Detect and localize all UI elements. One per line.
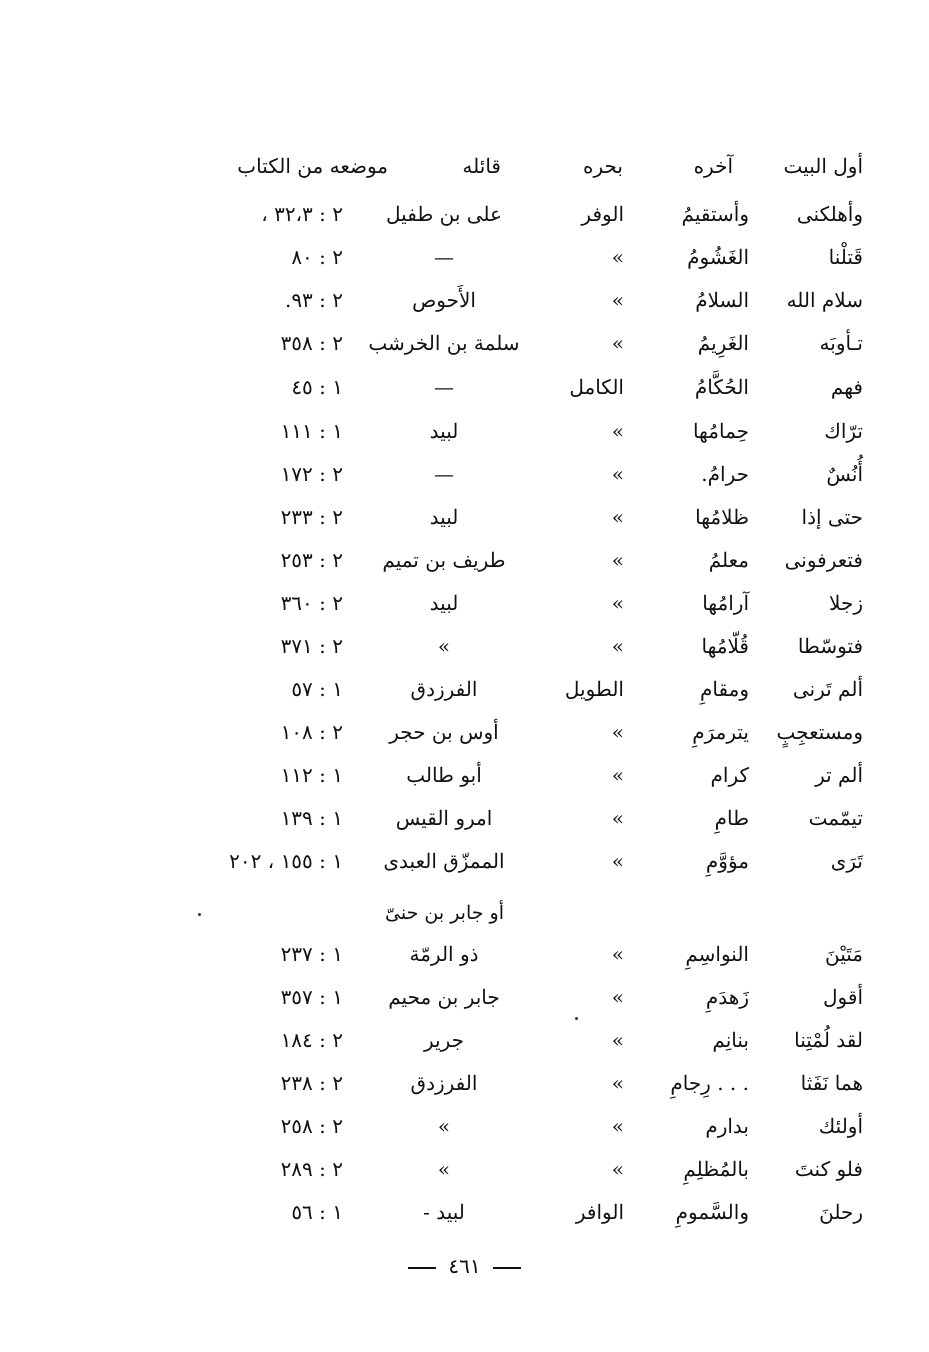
poet-alternative-note: أو جابر بن حنىّ	[385, 902, 504, 924]
header-meter: بحره	[583, 154, 623, 178]
verse-first-words: وأهلكنى	[796, 202, 863, 226]
verse-meter: »	[611, 548, 624, 572]
verse-meter: الوفر	[581, 202, 624, 226]
verse-meter: »	[611, 591, 624, 615]
verse-first-words: مَتَيْنَ	[824, 942, 863, 966]
book-location: ١ : ١١٢	[280, 763, 343, 787]
table-row	[0, 669, 929, 709]
verse-first-words: ألم تَرنى	[792, 677, 863, 701]
verse-poet: »	[437, 1157, 451, 1181]
table-row	[0, 411, 929, 451]
table-row	[0, 1192, 929, 1232]
table-row	[0, 712, 929, 752]
table-header	[0, 146, 929, 186]
verse-last-word: السلامُ	[695, 288, 749, 312]
verse-first-words: فتعرفونى	[784, 548, 863, 572]
verse-first-words: لقد لُمْتِنا	[794, 1028, 863, 1052]
print-speck	[575, 1017, 578, 1020]
table-row	[0, 1020, 929, 1060]
verse-meter: »	[611, 419, 624, 443]
verse-meter: الكامل	[569, 375, 624, 399]
verse-first-words: فهم	[830, 375, 863, 399]
verse-poet: امرو القيس	[395, 806, 493, 830]
book-location: ٢ : ٢٥٨	[280, 1114, 343, 1138]
verse-meter: »	[611, 1157, 624, 1181]
verse-last-word: زَهدَمِ	[705, 985, 749, 1009]
verse-meter: »	[611, 462, 624, 486]
table-row	[0, 583, 929, 623]
verse-first-words: تـأوبَه	[819, 331, 863, 355]
verse-poet: —	[434, 375, 454, 399]
verse-poet: الممزّق العبدى	[383, 849, 505, 873]
verse-last-word: مؤوَّمِ	[705, 849, 749, 873]
verse-poet: —	[434, 245, 454, 269]
book-location: ٢ : ٢٥٣	[280, 548, 343, 572]
verse-last-word: ظلامُها	[695, 505, 749, 529]
book-location: ١ : ٣٥٧	[280, 985, 343, 1009]
verse-last-word: بالمُظلِمِ	[683, 1157, 749, 1181]
verse-meter: »	[611, 1071, 624, 1095]
book-location: ٢ : ١٨٤	[280, 1028, 343, 1052]
verse-poet: لبيد	[429, 505, 459, 529]
verse-meter: الطويل	[564, 677, 624, 701]
verse-poet: الفرزدق	[410, 1071, 478, 1095]
book-location: ١ : ٤٥	[291, 375, 343, 399]
book-location: ٢ : ٣٥٨	[280, 331, 343, 355]
verse-last-word: الغَشُومُ	[687, 245, 749, 269]
table-row	[0, 1106, 929, 1146]
verse-meter: »	[611, 634, 624, 658]
verse-last-word: الغَرِيمُ	[697, 331, 749, 355]
header-first-line: أول البيت	[783, 154, 863, 178]
verse-first-words: ألم تر	[815, 763, 863, 787]
verse-poet: الفرزدق	[410, 677, 478, 701]
table-row	[0, 454, 929, 494]
table-row	[0, 323, 929, 363]
page-number: ٤٦١	[448, 1254, 481, 1278]
verse-poet: لبيد	[429, 419, 459, 443]
verse-poet: أوس بن حجر	[389, 720, 499, 744]
verse-first-words: أقول	[823, 985, 863, 1009]
verse-first-words: ترّاك	[824, 419, 863, 443]
verse-first-words: أُنُسٌ	[826, 462, 863, 486]
book-location: ٢ : ٩٣.	[284, 288, 343, 312]
book-location: ٢ : ٣٦٠	[280, 591, 343, 615]
verse-poet: لبيد -	[423, 1200, 465, 1224]
verse-last-word: وأستقيمُ	[681, 202, 749, 226]
verse-meter: »	[611, 288, 624, 312]
verse-poet: على بن طفيل	[386, 202, 502, 226]
verse-last-word: بنانِم	[712, 1028, 749, 1052]
verse-last-word: ومقامِ	[700, 677, 749, 701]
book-location: ٢ : ٢٣٨	[280, 1071, 343, 1095]
verse-first-words: هما نَفَثا	[800, 1071, 863, 1095]
verse-last-word: النواسِمِ	[685, 942, 749, 966]
book-location: ١ : ١١١	[280, 419, 343, 443]
table-row	[0, 280, 929, 320]
table-row	[0, 194, 929, 234]
verse-first-words: ومستعجِبٍ	[776, 720, 863, 744]
table-row	[0, 841, 929, 881]
verse-meter: »	[611, 245, 624, 269]
verse-meter: »	[611, 1028, 624, 1052]
verse-last-word: يترمرَمِ	[692, 720, 749, 744]
verse-meter: »	[611, 1114, 624, 1138]
verse-poet: جابر بن محيم	[388, 985, 500, 1009]
header-poet: قائله	[462, 154, 501, 178]
book-location: ١ : ٥٦	[291, 1200, 343, 1224]
verse-last-word: طامِ	[714, 806, 749, 830]
header-last-word: آخره	[693, 154, 733, 178]
book-location: ١ : ٢٣٧	[280, 942, 343, 966]
verse-first-words: فتوسّطا	[797, 634, 863, 658]
verse-poet: سلمة بن الخرشب	[368, 331, 520, 355]
table-row	[0, 540, 929, 580]
verse-first-words: رحلنَ	[819, 1200, 863, 1224]
verse-meter: الوافر	[575, 1200, 624, 1224]
print-speck	[198, 913, 201, 916]
verse-meter: »	[611, 806, 624, 830]
verse-poet: لبيد	[429, 591, 459, 615]
footer-dash-right	[493, 1267, 521, 1269]
table-row	[0, 497, 929, 537]
book-location: ٢ : ٣٧١	[280, 634, 343, 658]
verse-last-word: حِمامُها	[692, 419, 749, 443]
verse-last-word: قُلّامُها	[701, 634, 749, 658]
verse-poet: —	[434, 462, 454, 486]
verse-poet: الأَحوص	[412, 288, 476, 312]
table-row	[0, 1149, 929, 1189]
verse-last-word: الحُكَّامُ	[694, 375, 749, 399]
book-location: ١ : ١٥٥ ، ٢٠٢	[229, 849, 343, 873]
verse-first-words: سلام الله	[786, 288, 863, 312]
verse-last-word: بدارم	[705, 1114, 749, 1138]
verse-first-words: حتى إذا	[801, 505, 863, 529]
page-footer	[0, 1248, 929, 1284]
verse-last-word: . . . رِجامِ	[670, 1071, 749, 1095]
book-location: ٢ : ١٠٨	[280, 720, 343, 744]
verse-first-words: قَتلْنا	[828, 245, 863, 269]
verse-poet: »	[437, 634, 451, 658]
footer-dash-left	[408, 1267, 436, 1269]
table-row	[0, 977, 929, 1017]
verse-first-words: فلو كنتَ	[794, 1157, 863, 1181]
table-row	[0, 1063, 929, 1103]
verse-poet: طريف بن تميم	[382, 548, 506, 572]
table-row	[0, 237, 929, 277]
header-location: موضعه من الكتاب	[237, 154, 388, 178]
verse-meter: »	[611, 720, 624, 744]
verse-poet: جرير	[424, 1028, 464, 1052]
book-location: ٢ : ١٧٢	[280, 462, 343, 486]
table-row	[0, 755, 929, 795]
verse-meter: »	[611, 942, 624, 966]
verse-first-words: أولئك	[818, 1114, 863, 1138]
table-row	[0, 367, 929, 407]
table-row	[0, 798, 929, 838]
book-location: ٢ : ٣٢،٣ ،	[261, 202, 343, 226]
verse-last-word: معلمُ	[708, 548, 749, 572]
verse-poet: »	[437, 1114, 451, 1138]
book-location: ١ : ١٣٩	[280, 806, 343, 830]
verse-first-words: زجلا	[829, 591, 863, 615]
verse-meter: »	[611, 505, 624, 529]
verse-meter: »	[611, 849, 624, 873]
verse-first-words: تَرَى	[830, 849, 863, 873]
verse-poet: ذو الرمّة	[409, 942, 479, 966]
verse-last-word: كرام	[710, 763, 749, 787]
book-location: ٢ : ٨٠	[291, 245, 343, 269]
verse-meter: »	[611, 763, 624, 787]
verse-first-words: تيمّمت	[808, 806, 863, 830]
verse-poet: أبو طالب	[406, 763, 482, 787]
verse-meter: »	[611, 331, 624, 355]
book-location: ١ : ٥٧	[291, 677, 343, 701]
table-row	[0, 626, 929, 666]
verse-last-word: حرامُ.	[701, 462, 749, 486]
book-location: ٢ : ٢٣٣	[280, 505, 343, 529]
table-row	[0, 934, 929, 974]
verse-last-word: آرامُها	[702, 591, 749, 615]
verse-meter: »	[611, 985, 624, 1009]
verse-last-word: والسَّمومِ	[675, 1200, 749, 1224]
book-location: ٢ : ٢٨٩	[280, 1157, 343, 1181]
